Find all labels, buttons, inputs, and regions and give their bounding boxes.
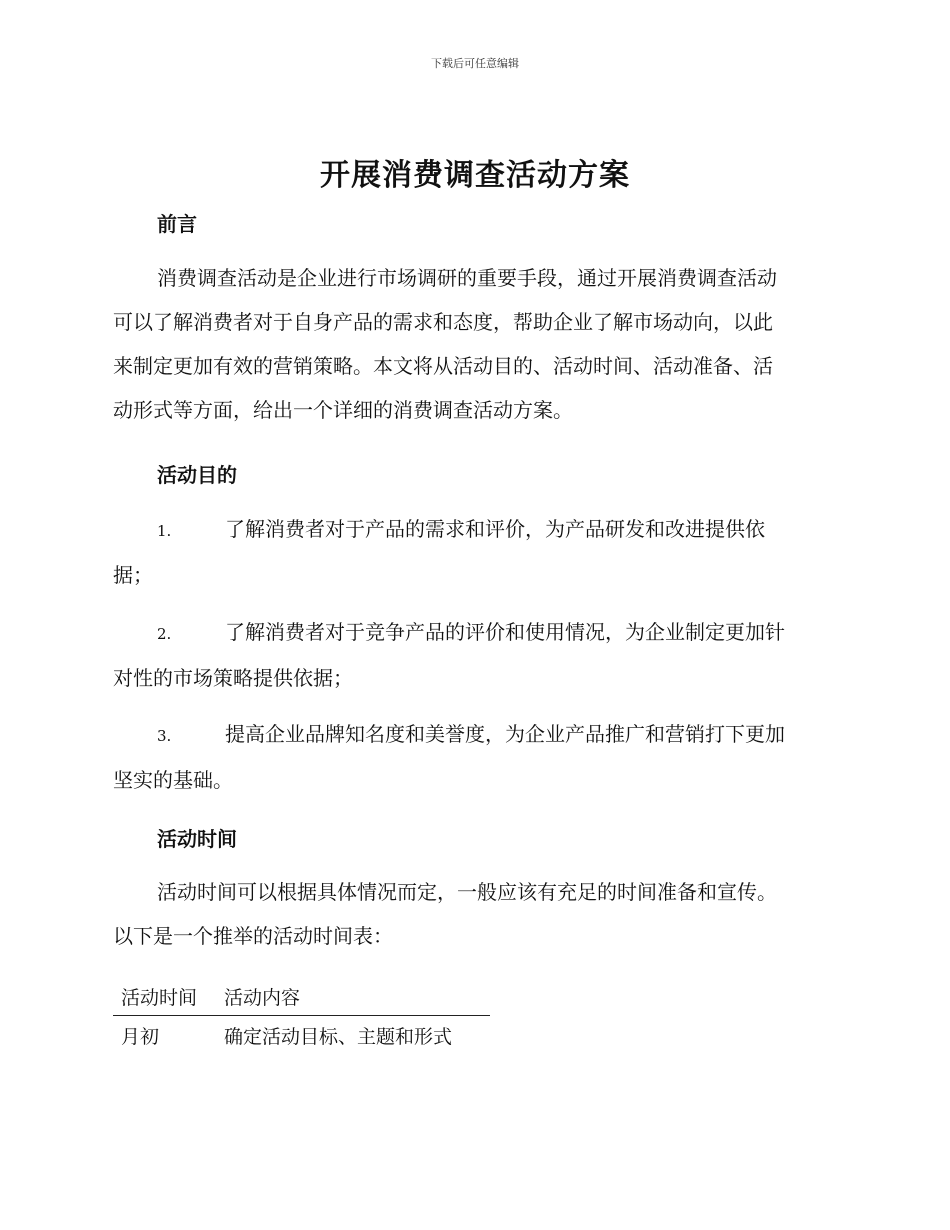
list-number: 2. xyxy=(157,625,172,643)
table-cell-content: 确定活动目标、主题和形式 xyxy=(224,1026,453,1048)
section-heading-preface: 前言 xyxy=(157,212,197,236)
paragraph-line: 来制定更加有效的营销策略。本文将从活动目的、活动时间、活动准备、活 xyxy=(113,354,773,378)
table-cell-time: 月初 xyxy=(121,1026,160,1048)
section-heading-purpose: 活动目的 xyxy=(157,463,237,487)
purpose-item-2 xyxy=(113,610,838,700)
list-item-text: 提高企业品牌知名度和美誉度，为企业产品推广和营销打下更加 xyxy=(225,722,785,746)
purpose-item-3 xyxy=(113,712,838,802)
list-number: 3. xyxy=(157,727,172,745)
list-item-text: 据； xyxy=(113,563,153,587)
list-item-text: 坚实的基础。 xyxy=(113,768,233,792)
table-header-row xyxy=(113,983,490,1016)
paragraph-line: 以下是一个推举的活动时间表： xyxy=(113,924,393,948)
list-item-text: 了解消费者对于竞争产品的评价和使用情况，为企业制定更加针 xyxy=(225,620,785,644)
time-paragraph xyxy=(113,870,838,958)
table-row xyxy=(113,1016,490,1052)
list-number: 1. xyxy=(157,522,172,540)
paragraph-line: 动形式等方面，给出一个详细的消费调查活动方案。 xyxy=(113,398,573,422)
column-header-content: 活动内容 xyxy=(224,987,301,1009)
purpose-item-1 xyxy=(113,507,838,597)
page-header-note: 下载后可任意编辑 xyxy=(431,57,519,70)
paragraph-line: 消费调查活动是企业进行市场调研的重要手段，通过开展消费调查活动 xyxy=(157,266,777,290)
paragraph-line: 活动时间可以根据具体情况而定，一般应该有充足的时间准备和宣传。 xyxy=(157,880,777,904)
schedule-table xyxy=(113,983,490,1052)
paragraph-line: 可以了解消费者对于自身产品的需求和态度，帮助企业了解市场动向，以此 xyxy=(113,310,773,334)
list-item-text: 了解消费者对于产品的需求和评价，为产品研发和改进提供依 xyxy=(225,517,765,541)
preface-paragraph xyxy=(113,256,838,432)
list-item-text: 对性的市场策略提供依据； xyxy=(113,666,353,690)
document-title: 开展消费调查活动方案 xyxy=(320,158,630,193)
column-header-time: 活动时间 xyxy=(121,987,198,1009)
section-heading-time: 活动时间 xyxy=(157,827,237,851)
